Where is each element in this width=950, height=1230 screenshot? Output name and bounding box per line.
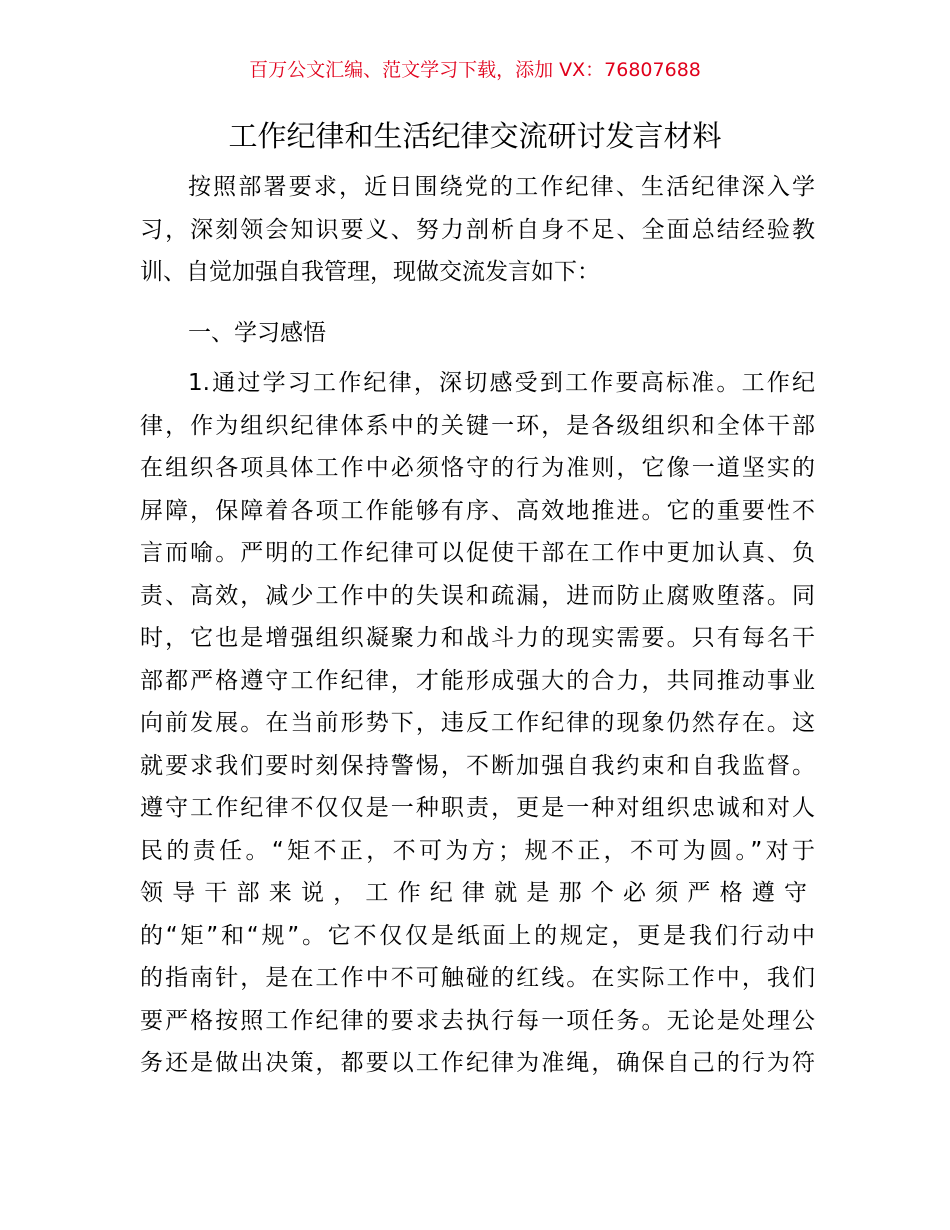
- paragraph-line: 领导干部来说，工作纪律就是那个必须严格遵守: [140, 880, 815, 906]
- paragraph-line: 言而喻。严明的工作纪律可以促使干部在工作中更加认真、负: [140, 540, 815, 566]
- paragraph-line: 在组织各项具体工作中必须恪守的行为准则，它像一道坚实的: [140, 455, 815, 481]
- paragraph-line: 时，它也是增强组织凝聚力和战斗力的现实需要。只有每名干: [140, 625, 815, 651]
- section-heading-text: 一、学习感悟: [188, 320, 326, 346]
- paragraph-line: 1.通过学习工作纪律，深切感受到工作要高标准。工作纪: [188, 370, 815, 396]
- paragraph-line: 务还是做出决策，都要以工作纪律为准绳，确保自己的行为符: [140, 1050, 815, 1076]
- intro-line: 按照部署要求，近日围绕党的工作纪律、生活纪律深入学: [188, 174, 815, 200]
- paragraph-line: 就要求我们要时刻保持警惕，不断加强自我约束和自我监督。: [140, 752, 815, 779]
- body-paragraph: [140, 362, 815, 1085]
- page-title: [0, 116, 950, 156]
- section-heading: [140, 312, 815, 355]
- intro-paragraph: [140, 166, 815, 294]
- paragraph-line: 遵守工作纪律不仅仅是一种职责，更是一种对组织忠诚和对人: [140, 795, 815, 821]
- paragraph-line: 的指南针，是在工作中不可触碰的红线。在实际工作中，我们: [140, 965, 815, 991]
- header-banner-text: 百万公文汇编、范文学习下载，添加 VX：76807688: [249, 59, 701, 81]
- intro-line: 习，深刻领会知识要义、努力剖析自身不足、全面总结经验教: [140, 216, 815, 243]
- paragraph-line: 的“矩”和“规”。它不仅仅是纸面上的规定，更是我们行动中: [140, 922, 815, 949]
- header-banner: [0, 58, 950, 82]
- paragraph-line: 部都严格遵守工作纪律，才能形成强大的合力，共同推动事业: [140, 667, 815, 694]
- paragraph-line: 向前发展。在当前形势下，违反工作纪律的现象仍然存在。这: [140, 710, 815, 736]
- paragraph-line: 责、高效，减少工作中的失误和疏漏，进而防止腐败堕落。同: [140, 582, 815, 609]
- page-title-text: 工作纪律和生活纪律交流研讨发言材料: [228, 119, 722, 153]
- paragraph-line: 屏障，保障着各项工作能够有序、高效地推进。它的重要性不: [140, 497, 815, 524]
- paragraph-line: 民的责任。“矩不正，不可为方；规不正，不可为圆。”对于: [140, 837, 815, 864]
- paragraph-line: 要严格按照工作纪律的要求去执行每一项任务。无论是处理公: [140, 1007, 815, 1034]
- intro-line: 训、自觉加强自我管理，现做交流发言如下：: [140, 259, 600, 285]
- paragraph-line: 律，作为组织纪律体系中的关键一环，是各级组织和全体干部: [140, 412, 815, 439]
